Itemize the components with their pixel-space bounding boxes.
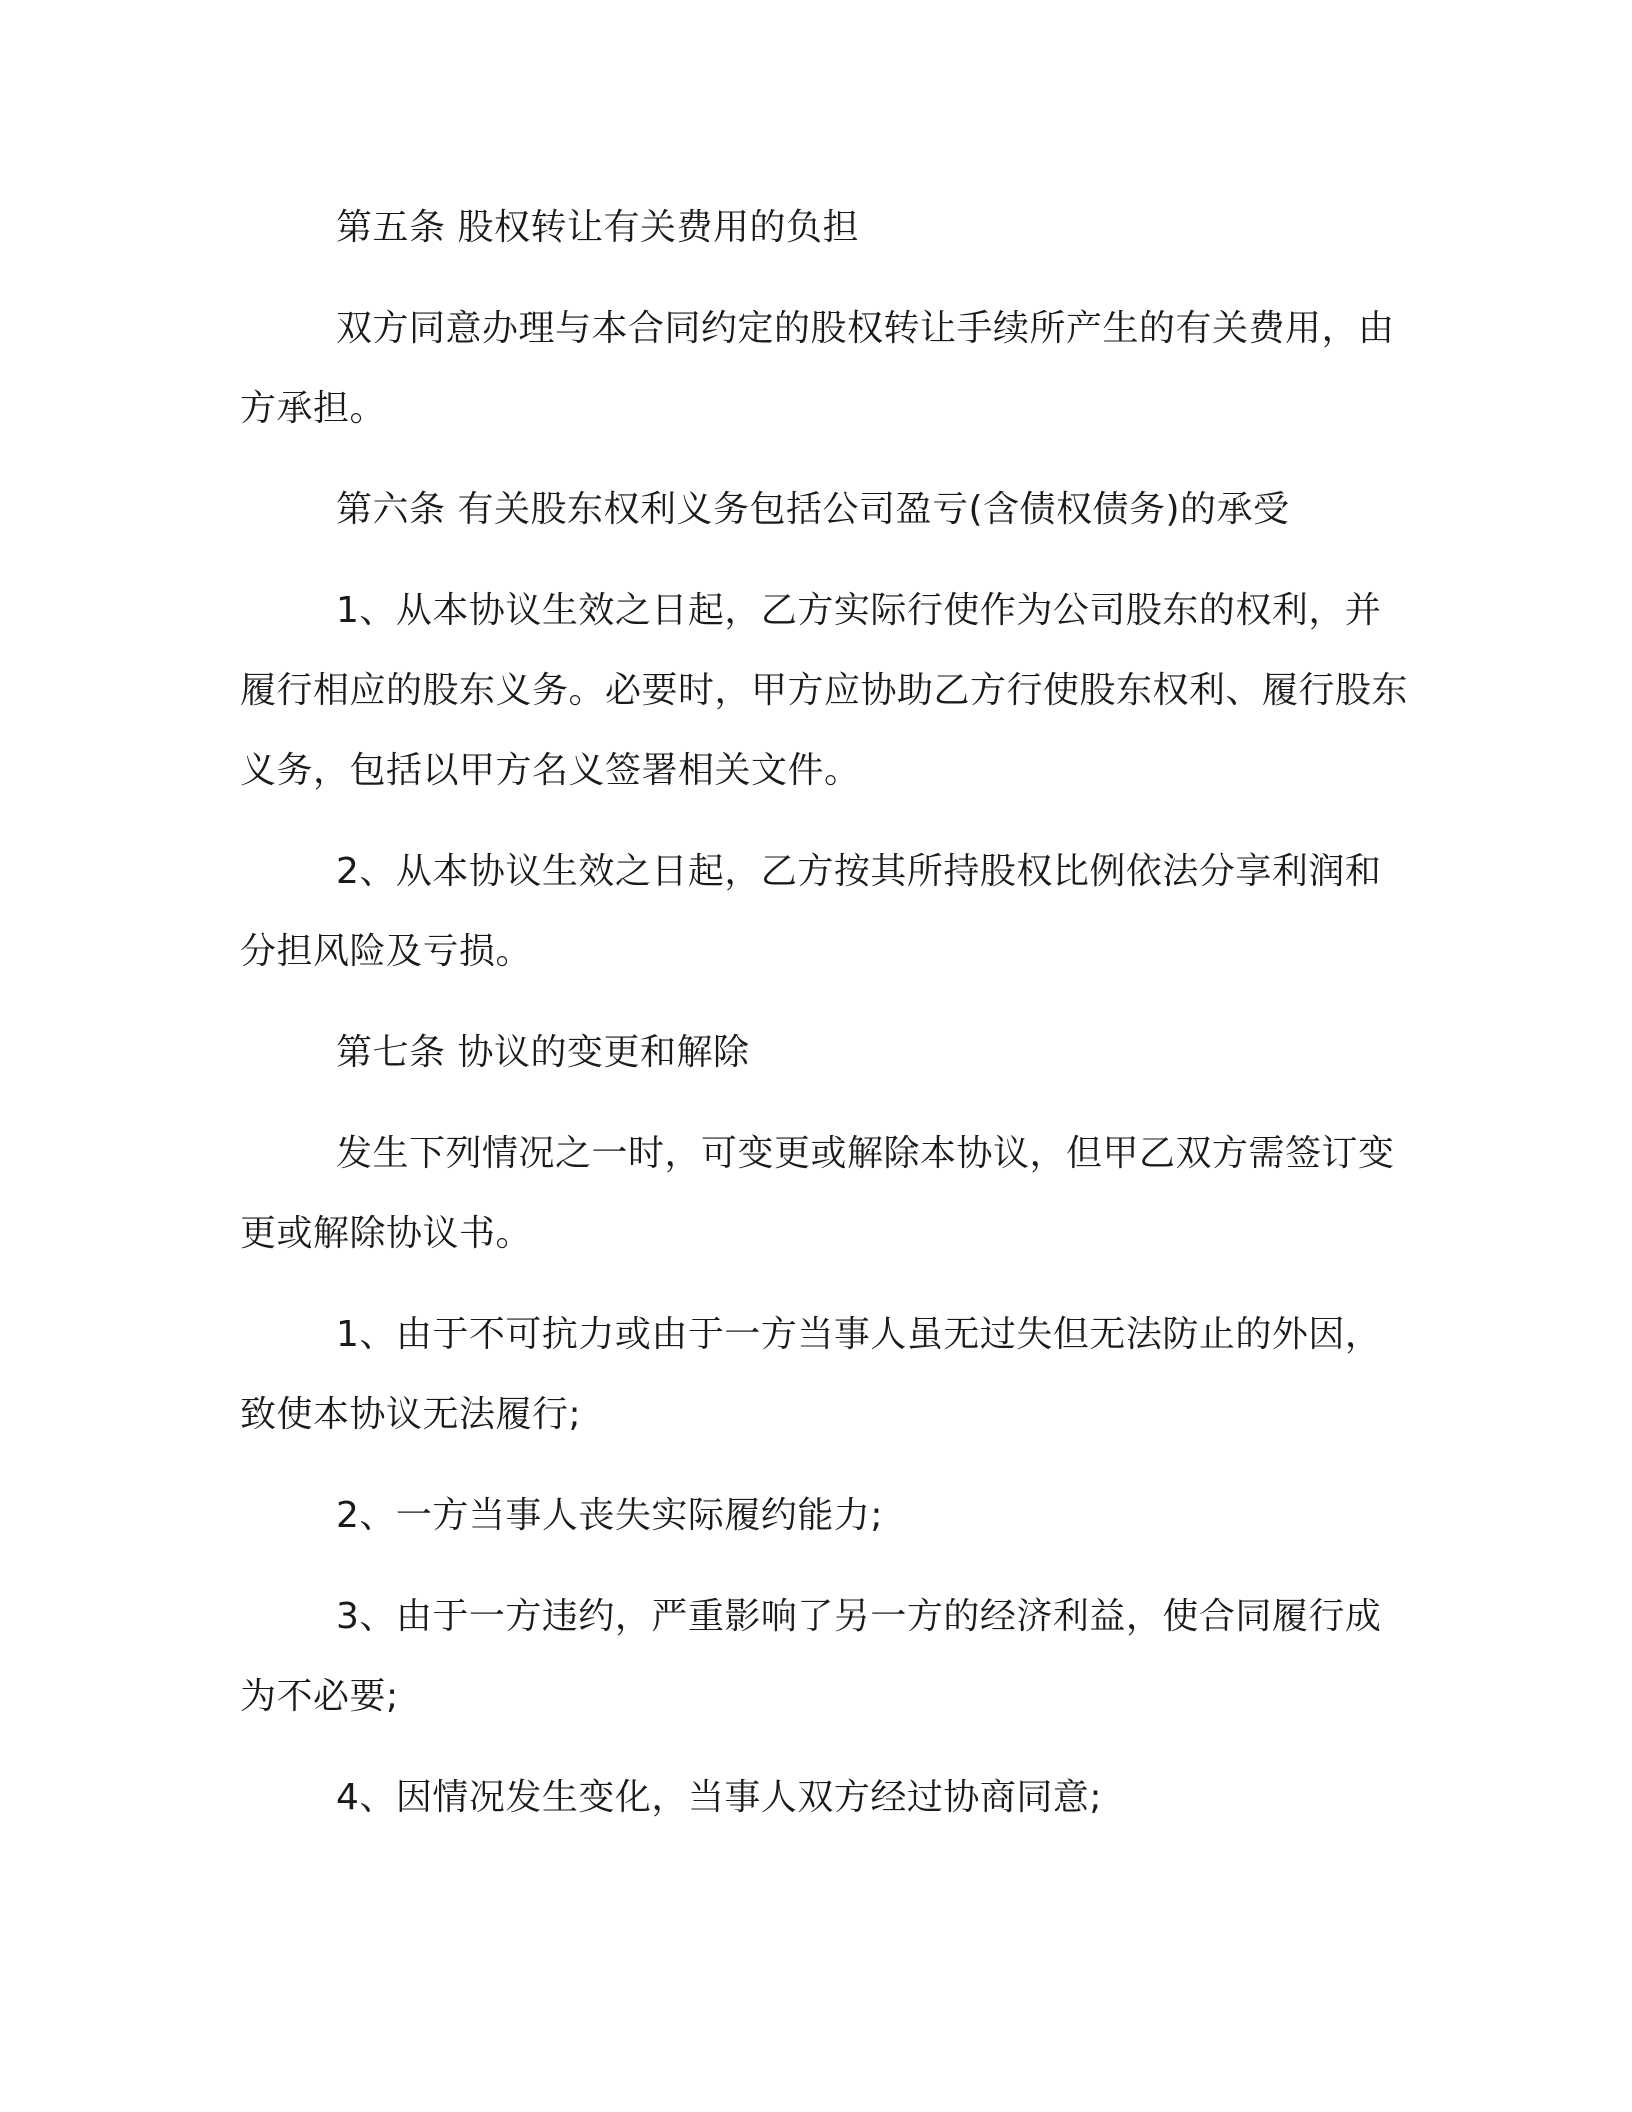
article-7-item-2: 2、一方当事人丧失实际履约能力;: [336, 1495, 884, 1536]
article-6-item-2: 2、从本协议生效之日起，乙方按其所持股权比例依法分享利润和分担风险及亏损。: [240, 851, 1382, 972]
article-5-heading: 第五条 股权转让有关费用的负担: [336, 207, 859, 248]
article-6-item-1: 1、从本协议生效之日起，乙方实际行使作为公司股东的权利，并履行相应的股东义务。必要时，甲方应协助乙方行使股东权利、履行股东义务，包括以甲方名义签署相关文件。: [240, 590, 1409, 791]
article-7-item-4: 4、因情况发生变化，当事人双方经过协商同意;: [336, 1777, 1103, 1818]
article-7-item-3: 3、由于一方违约，严重影响了另一方的经济利益，使合同履行成为不必要;: [240, 1596, 1382, 1717]
article-7-intro: 发生下列情况之一时，可变更或解除本协议，但甲乙双方需签订变更或解除协议书。: [240, 1133, 1395, 1254]
article-7-heading: 第七条 协议的变更和解除: [336, 1032, 750, 1073]
article-6-heading: 第六条 有关股东权利义务包括公司盈亏(含债权债务)的承受: [336, 489, 1290, 530]
article-5-paragraph: 双方同意办理与本合同约定的股权转让手续所产生的有关费用，由 方承担。: [240, 308, 1395, 429]
article-7-item-1: 1、由于不可抗力或由于一方当事人虽无过失但无法防止的外因，致使本协议无法履行;: [240, 1314, 1382, 1435]
document-body: [240, 188, 1410, 1838]
